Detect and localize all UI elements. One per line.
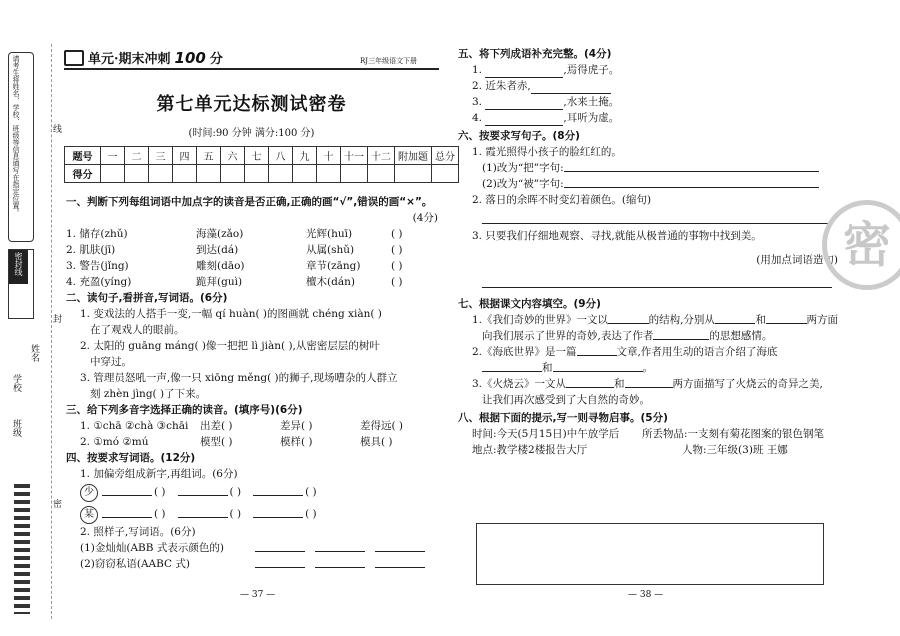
s4-sub2: 2. 照样子,写词语。(6分): [80, 526, 196, 538]
s2-line: 刻 zhèn jìng( )了下来。: [90, 388, 207, 400]
s5-line: [458, 94, 838, 110]
binding-margin: [6, 44, 61, 619]
s5-num: 1.: [472, 64, 483, 76]
page-title: 第七单元达标测试密卷: [156, 94, 347, 115]
s3-item[interactable]: 模型( ): [200, 436, 233, 448]
s1-item: 章节(zāng): [306, 260, 361, 272]
brand-logo: [64, 48, 223, 67]
score-table-cell: 十二: [368, 147, 395, 165]
s3-item[interactable]: 模具( ): [360, 436, 393, 448]
s1-item: 檀木(dán): [306, 276, 355, 288]
s7-text: 向我们展示了世界的奇妙,表达了作者: [482, 330, 654, 342]
s1-row: [66, 274, 438, 290]
section-7-title: 七、根据课文内容填空。(9分): [458, 298, 601, 310]
s4-sub2-row: [66, 540, 438, 556]
score-table: [64, 146, 459, 183]
page-number-right: — 38 —: [628, 590, 664, 600]
s3-row: [66, 434, 438, 450]
section-5-title: 五、将下列成语补充完整。(4分): [458, 48, 612, 60]
section-8-title: 八、根据下面的提示,写一则寻物启事。(5分): [458, 412, 668, 424]
score-table-cell: 七: [245, 147, 269, 165]
s7-row: [458, 360, 838, 376]
score-input-cell[interactable]: [173, 165, 197, 183]
answer-blank[interactable]: [482, 360, 542, 372]
score-input-cell[interactable]: [269, 165, 293, 183]
left-column: [66, 194, 438, 572]
s7-text: 的思想感情。: [709, 330, 773, 342]
s7-row: [458, 344, 838, 360]
s3-item[interactable]: 差得远( ): [360, 420, 404, 432]
answer-blank[interactable]: [375, 540, 425, 552]
answer-blank[interactable]: [253, 506, 303, 518]
s6-line: 3. 只要我们仔细地观察、寻找,就能从极普通的事物中找到美。: [472, 230, 762, 242]
s8-info: 人物:三年级(3)班 王娜: [682, 444, 788, 456]
score-input-cell[interactable]: [341, 165, 368, 183]
answer-blank[interactable]: [564, 176, 819, 188]
score-input-cell[interactable]: [293, 165, 317, 183]
s5-line: [458, 62, 838, 78]
answer-blank[interactable]: [375, 556, 425, 568]
score-table-cell: 十一: [341, 147, 368, 165]
s7-text: 的结构,分别从: [648, 314, 715, 326]
char-circle: 少: [80, 484, 98, 502]
s6-line: 2. 落日的余晖不时变幻着颜色。(缩句): [472, 194, 652, 206]
score-input-cell[interactable]: [368, 165, 395, 183]
notice-line: 请考生将姓名、学校、班级等信息填写在指定位置。: [12, 55, 20, 216]
answer-blank[interactable]: [485, 66, 563, 78]
answer-blank[interactable]: [255, 540, 305, 552]
secret-stamp: 密: [822, 200, 900, 290]
score-input-cell[interactable]: [432, 165, 459, 183]
score-input-cell[interactable]: [125, 165, 149, 183]
score-input-cell[interactable]: [245, 165, 269, 183]
answer-paren[interactable]: ( ): [391, 260, 403, 272]
score-table-cell: 四: [173, 147, 197, 165]
answer-blank[interactable]: [102, 484, 152, 496]
s1-row: [66, 258, 438, 274]
s7-text: 让我们再次感受到了大自然的奇妙。: [482, 394, 650, 406]
s2-line: 在了观戏人的眼前。: [90, 324, 185, 336]
answer-blank[interactable]: [178, 506, 228, 518]
s8-info-row: [458, 426, 838, 442]
s7-row: 1.《我们奇妙的世界》一文以 的结构,分别从 和 两方面: [472, 314, 839, 326]
s3-options: 2. ①mó ②mú: [80, 436, 149, 448]
section-3-title: 三、给下列多音字选择正确的读音。(填序号)(6分): [66, 404, 303, 416]
score-input-cell[interactable]: [101, 165, 125, 183]
score-input-cell[interactable]: [149, 165, 173, 183]
s6-line-row: [458, 160, 838, 176]
answer-blank[interactable]: [485, 98, 563, 110]
s7-text: 文章,作者用生动的语言介绍了海底: [616, 346, 778, 358]
answer-blank[interactable]: [553, 360, 643, 372]
score-table-cell: 三: [149, 147, 173, 165]
book-icon: [64, 50, 84, 66]
answer-paren[interactable]: ( ): [391, 276, 403, 288]
s5-line: [458, 110, 838, 126]
answer-blank[interactable]: [766, 312, 807, 324]
s4-sub1: 1. 加偏旁组成新字,再组词。(6分): [80, 468, 238, 480]
s7-text: 3.《火烧云》一文从: [472, 378, 567, 390]
notice-writing-box[interactable]: [476, 523, 824, 585]
grade-tag: RJ三年级语文下册: [360, 57, 418, 65]
s1-item: 雕刻(dāo): [196, 260, 245, 272]
answer-blank[interactable]: [564, 160, 819, 172]
s4-char-row: 少 ( ) ( ) ( ): [66, 484, 438, 502]
score-table-cell: 六: [221, 147, 245, 165]
answer-blank[interactable]: [715, 312, 756, 324]
s1-item: 到达(dá): [196, 244, 239, 256]
class-field: 班级: [11, 419, 21, 437]
answer-paren[interactable]: ( ): [391, 228, 403, 240]
s2-line: 1. 变戏法的人搭手一变,一幅 qí huàn( )的图画就 chéng xiàn( ): [80, 308, 382, 320]
section-4-title: 四、按要求写词语。(12分): [66, 452, 196, 464]
time-info: (时间:90 分钟 满分:100 分): [188, 128, 315, 139]
s7-text: 两方面: [806, 314, 839, 326]
s1-item: 3. 警告(jǐng): [66, 260, 129, 272]
s1-item: 海藻(zǎo): [196, 228, 244, 240]
s3-item[interactable]: 出差( ): [200, 420, 233, 432]
answer-blank[interactable]: [255, 556, 305, 568]
brand-suffix: 分: [209, 52, 223, 67]
answer-blank[interactable]: [315, 540, 365, 552]
s6-line: (1)改为“把”字句:: [482, 162, 564, 174]
s7-text: 1.《我们奇妙的世界》一文以: [472, 314, 609, 326]
s6-line-row: [458, 176, 838, 192]
answer-blank[interactable]: [482, 212, 832, 224]
score-table-cell: 一: [101, 147, 125, 165]
s5-text: 2. 近朱者赤,: [472, 80, 531, 92]
cut-label-line: 线: [51, 124, 61, 133]
s3-row: [66, 418, 438, 434]
right-column: [458, 46, 838, 458]
answer-blank[interactable]: [253, 484, 303, 496]
scoreboard-box: [8, 249, 34, 319]
score-table-cell: 八: [269, 147, 293, 165]
cut-label-seal: 封: [51, 314, 61, 323]
s3-options: 1. ①chā ②chà ③chāi: [80, 420, 189, 432]
answer-blank[interactable]: [653, 328, 709, 340]
answer-blank[interactable]: [608, 312, 649, 324]
barcode-strip: [14, 484, 30, 614]
s7-text: 两方面描写了火烧云的奇异之美,: [672, 378, 823, 390]
answer-blank[interactable]: [577, 344, 617, 356]
s8-info: 地点:教学楼2楼报告大厅: [472, 444, 588, 456]
s7-text: 和: [542, 362, 553, 374]
answer-blank[interactable]: [178, 484, 228, 496]
s5-text: ,耳听为虚。: [563, 112, 620, 124]
score-table-cell: 五: [197, 147, 221, 165]
answer-paren[interactable]: ( ): [391, 244, 403, 256]
scoreboard-label: 密封线: [9, 250, 28, 284]
section-1-title: 一、判断下列每组词语中加点字的读音是否正确,正确的画“√”,错误的画“×”。: [66, 196, 433, 208]
exam-notice: [8, 52, 34, 242]
s5-text: ,水来土掩。: [563, 96, 620, 108]
name-field: 姓名: [29, 344, 39, 362]
char-circle: 某: [80, 506, 98, 524]
brand-text: 单元·期末冲刺: [88, 52, 171, 67]
score-row-label: 得分: [65, 165, 101, 183]
s6-line: (2)改为“被”字句:: [482, 178, 564, 190]
s2-line: 3. 管理员怒吼一声,像一只 xiōng měng( )的狮子,现场嘈杂的人群立: [80, 372, 398, 384]
s8-info: 所丢物品:一支刻有菊花图案的银色钢笔: [642, 428, 825, 440]
s4-sub2-row: [66, 556, 438, 572]
s5-num: 4.: [472, 112, 483, 124]
answer-blank[interactable]: [482, 276, 832, 288]
s5-num: 3.: [472, 96, 483, 108]
score-table-cell: 总分: [432, 147, 459, 165]
s2-line: 2. 太阳的 guāng máng( )像一把把 lì jiàn( ),从密密层层的树叶: [80, 340, 380, 352]
score-table-cell: 二: [125, 147, 149, 165]
answer-blank[interactable]: [625, 376, 673, 388]
s5-text: ,焉得虎子。: [563, 64, 620, 76]
s1-row: [66, 226, 438, 242]
cut-label-secret: 密: [51, 499, 61, 508]
s2-line: 中穿过。: [90, 356, 132, 368]
s7-text: 。: [642, 362, 653, 374]
s7-row: 3.《火烧云》一文从 和 两方面描写了火烧云的奇异之美,: [472, 378, 823, 390]
school-field: 学校: [11, 374, 21, 392]
s7-row: [458, 328, 838, 344]
s5-line: [458, 78, 838, 94]
s8-info-row: [458, 442, 838, 458]
header-rule: [64, 68, 439, 70]
answer-blank[interactable]: [102, 506, 152, 518]
s7-text: 2.《海底世界》是一篇: [472, 346, 577, 358]
score-table-cell: 题号: [65, 147, 101, 165]
answer-blank[interactable]: [531, 82, 611, 94]
s1-item: 跪拜(guì): [196, 276, 243, 288]
section-1-points: (4分): [412, 212, 438, 224]
score-table-cell: 十: [317, 147, 341, 165]
s1-item: 4. 充盈(yíng): [66, 276, 132, 288]
score-table-header-row: [65, 147, 459, 165]
s1-row: [66, 242, 438, 258]
s8-info: 时间:今天(5月15日)中午放学后: [472, 428, 620, 440]
s4-sub2-line: (1)金灿灿(ABB 式表示颜色的): [80, 542, 224, 554]
s1-item: 2. 肌肤(jī): [66, 244, 116, 256]
answer-blank[interactable]: [485, 114, 563, 126]
s4-sub2-line: (2)窃窃私语(AABC 式): [80, 558, 191, 570]
section-6-title: 六、按要求写句子。(8分): [458, 130, 580, 142]
s1-item: 1. 储存(zhǔ): [66, 228, 128, 240]
score-input-cell[interactable]: [197, 165, 221, 183]
score-input-cell[interactable]: [395, 165, 432, 183]
score-table-score-row: [65, 165, 459, 183]
s6-line: (用加点词语造句): [756, 254, 838, 266]
s3-item[interactable]: 模样( ): [280, 436, 313, 448]
brand-score: 100: [174, 48, 206, 67]
answer-blank[interactable]: [566, 376, 614, 388]
s6-line: 1. 霞光照得小孩子的脸红红的。: [472, 146, 622, 158]
score-table-cell: 附加题: [395, 147, 432, 165]
score-input-cell[interactable]: [317, 165, 341, 183]
s1-item: 从属(shǔ): [306, 244, 355, 256]
score-table-cell: 九: [293, 147, 317, 165]
s3-item[interactable]: 差异( ): [280, 420, 313, 432]
section-2-title: 二、读句子,看拼音,写词语。(6分): [66, 292, 228, 304]
s4-char-row: 某 ( ) ( ) ( ): [66, 506, 438, 524]
score-input-cell[interactable]: [221, 165, 245, 183]
answer-blank[interactable]: [315, 556, 365, 568]
s1-item: 光辉(huī): [306, 228, 353, 240]
page-number-left: — 37 —: [240, 590, 276, 600]
